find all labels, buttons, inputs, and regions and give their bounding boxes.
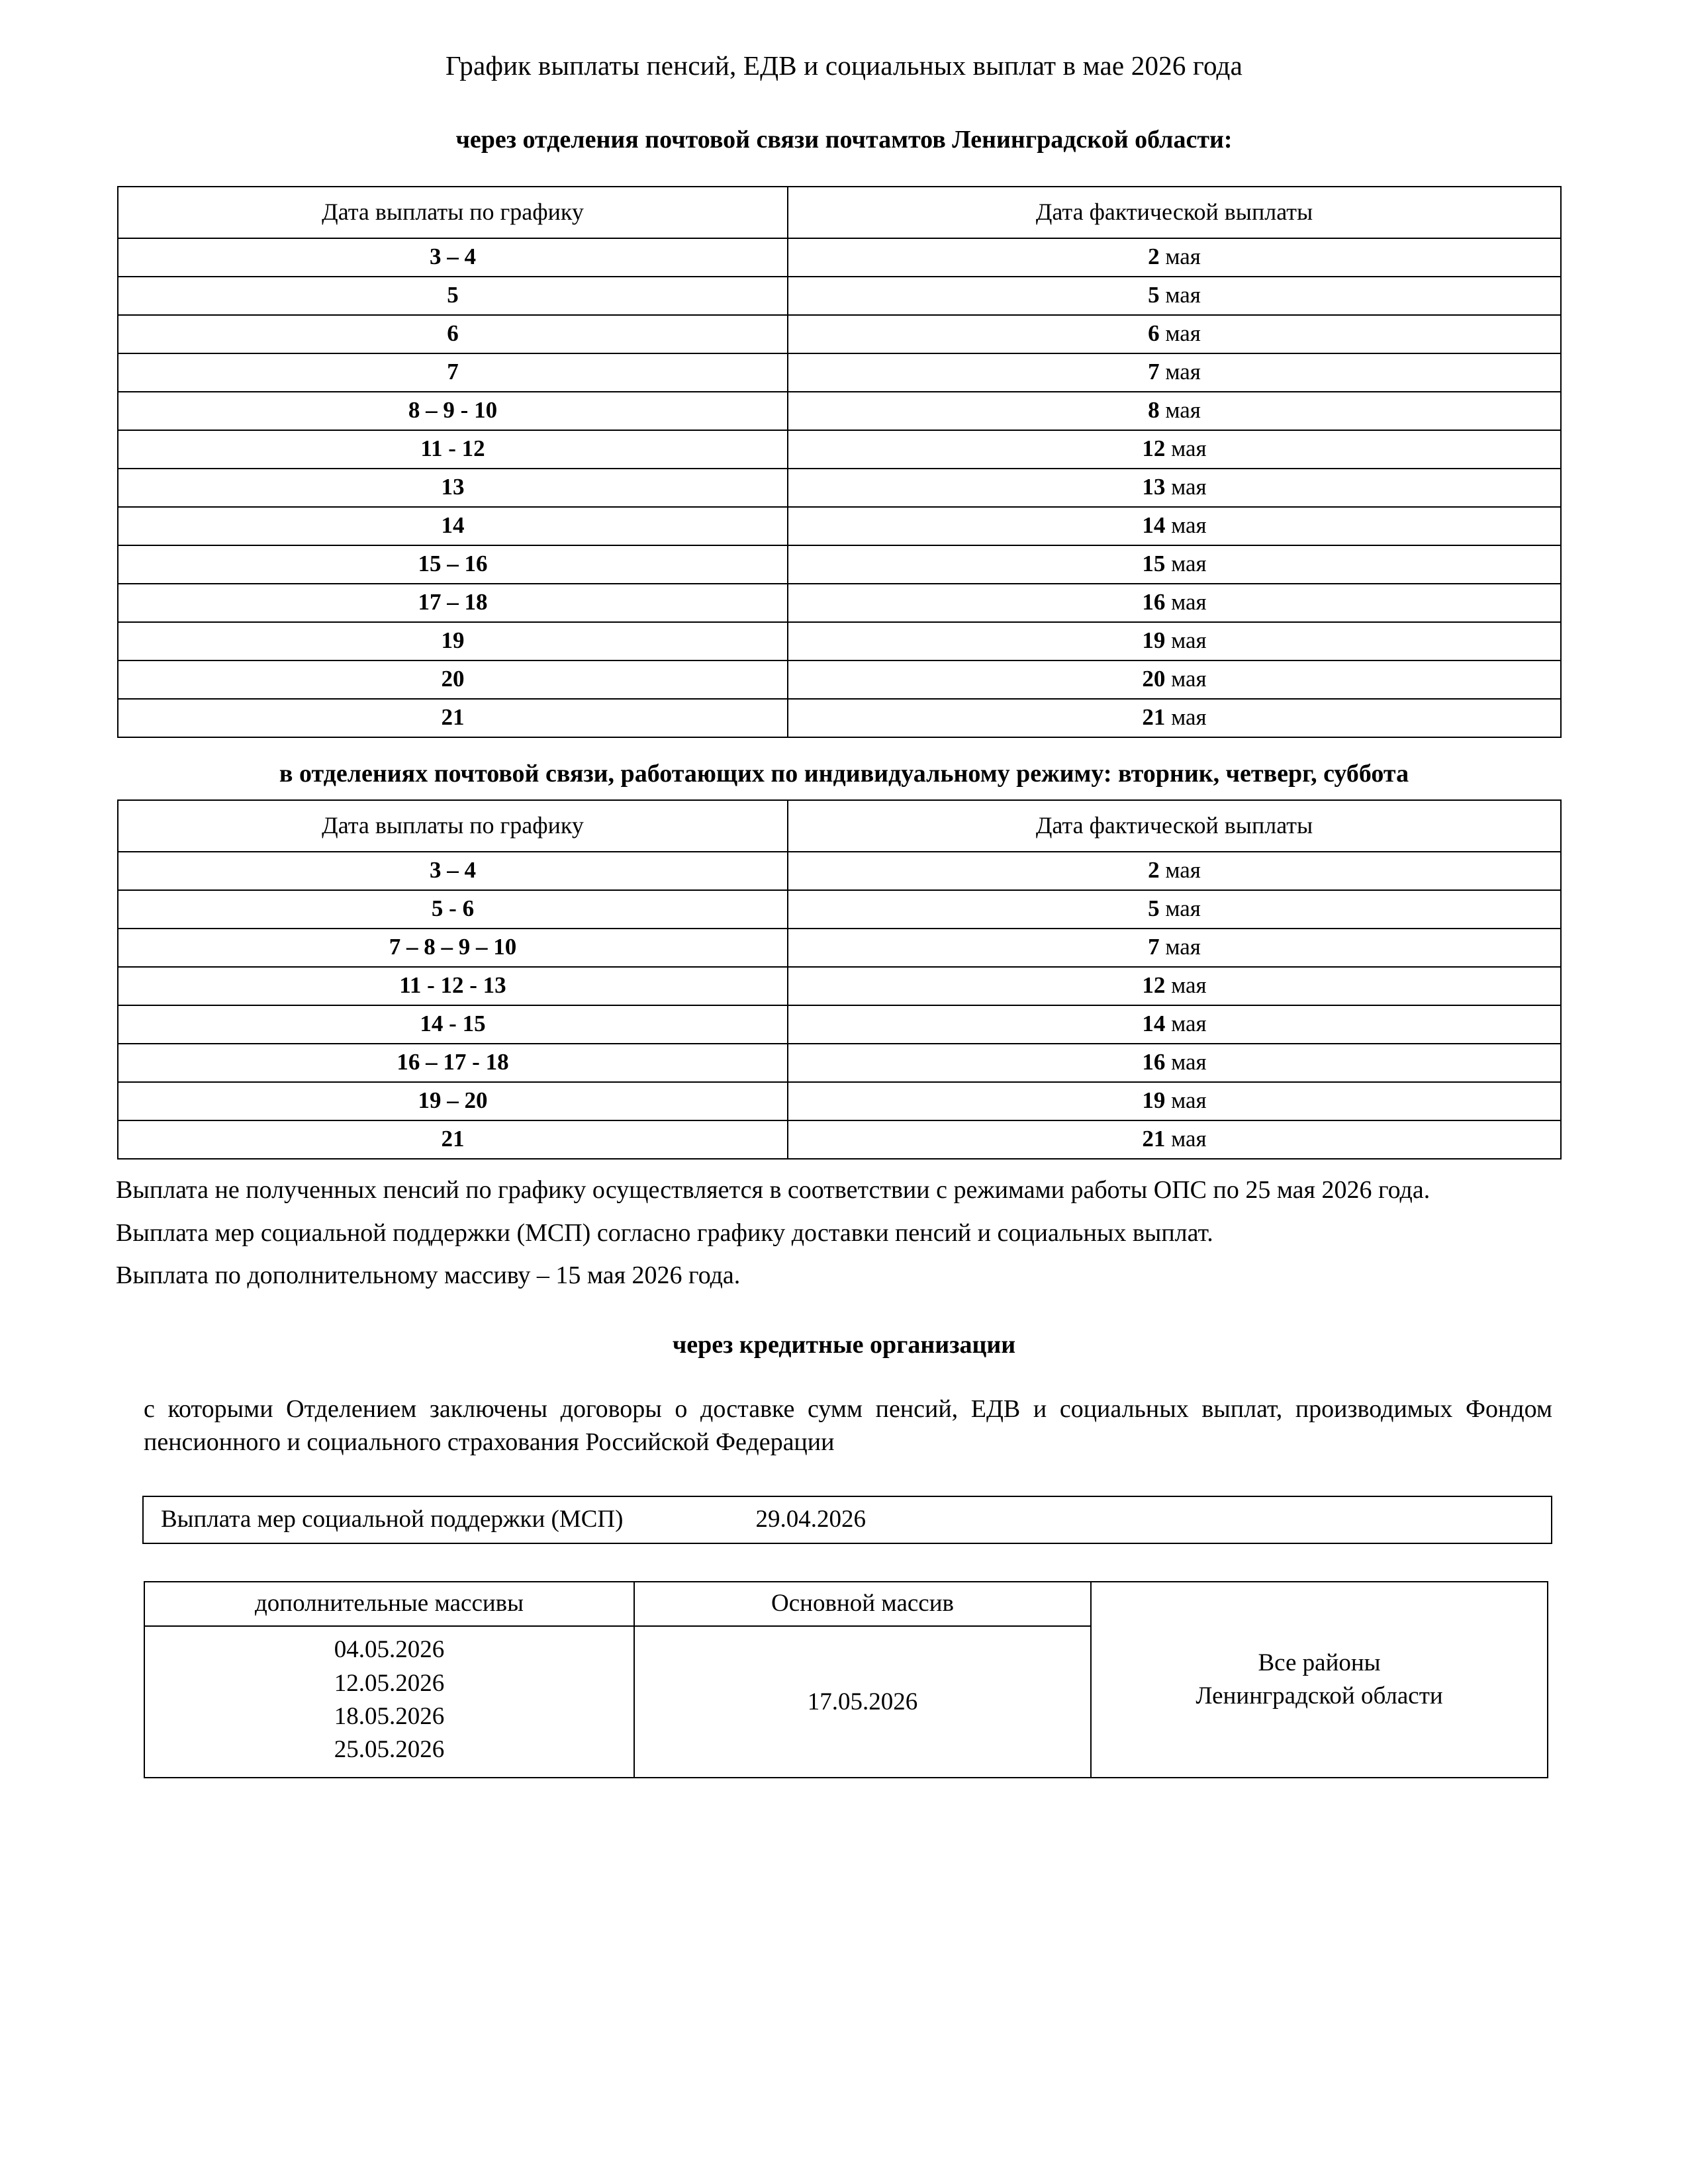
- additional-dates-cell: [144, 1626, 634, 1778]
- table-header-row: [144, 1582, 1548, 1626]
- actual-month: мая: [1165, 972, 1207, 999]
- schedule-date-cell: 6: [118, 315, 788, 353]
- actual-day: 21: [1142, 704, 1166, 730]
- table-row: [118, 507, 1561, 545]
- schedule-date-cell: 15 – 16: [118, 545, 788, 584]
- actual-date-cell: [788, 315, 1561, 353]
- actual-date-cell: [788, 890, 1561, 929]
- actual-day: 6: [1148, 320, 1160, 346]
- region-line: Ленинградской области: [1196, 1682, 1443, 1710]
- actual-month: мая: [1165, 1087, 1207, 1114]
- actual-month: мая: [1159, 895, 1201, 922]
- schedule-date-cell: 8 – 9 - 10: [118, 392, 788, 430]
- actual-day: 14: [1142, 512, 1166, 538]
- actual-date-cell: [788, 852, 1561, 890]
- table-row: [118, 430, 1561, 469]
- actual-month: мая: [1165, 665, 1207, 692]
- actual-date-cell: [788, 929, 1561, 967]
- schedule-date-cell: 13: [118, 469, 788, 507]
- region-cell: [1091, 1582, 1548, 1778]
- actual-day: 16: [1142, 588, 1166, 615]
- table-row: [118, 967, 1561, 1005]
- schedule-date-cell: 5 - 6: [118, 890, 788, 929]
- actual-date-cell: [788, 967, 1561, 1005]
- actual-day: 19: [1142, 627, 1166, 653]
- schedule-date-cell: 7 – 8 – 9 – 10: [118, 929, 788, 967]
- table-row: [118, 1082, 1561, 1120]
- table-row: [118, 238, 1561, 277]
- actual-date-cell: [788, 622, 1561, 660]
- actual-month: мая: [1165, 550, 1207, 576]
- actual-day: 2: [1148, 243, 1160, 269]
- actual-day: 5: [1148, 895, 1160, 922]
- schedule-date-cell: 20: [118, 660, 788, 699]
- actual-date-cell: [788, 392, 1561, 430]
- actual-day: 7: [1148, 934, 1160, 960]
- column-header-main-massive: Основной массив: [634, 1582, 1091, 1626]
- actual-month: мая: [1159, 281, 1201, 308]
- additional-date: 18.05.2026: [334, 1702, 445, 1730]
- note-additional-massive: Выплата по дополнительному массиву – 15 мая 2026 года.: [116, 1261, 741, 1290]
- table-row: [118, 353, 1561, 392]
- actual-date-cell: [788, 1005, 1561, 1044]
- actual-month: мая: [1165, 512, 1207, 538]
- actual-day: 12: [1142, 435, 1166, 461]
- msp-date: 29.04.2026: [755, 1506, 866, 1533]
- table-row: [118, 699, 1561, 737]
- actual-day: 19: [1142, 1087, 1166, 1114]
- actual-day: 13: [1142, 473, 1166, 500]
- actual-month: мая: [1165, 435, 1207, 461]
- actual-month: мая: [1165, 473, 1207, 500]
- actual-date-cell: [788, 1044, 1561, 1082]
- note-unpaid-pensions: Выплата не полученных пенсий по графику осуществляется в соответствии с режимами работы ОПС по 25 мая 2026 года.: [116, 1176, 1430, 1205]
- actual-date-cell: [788, 1120, 1561, 1159]
- actual-month: мая: [1159, 396, 1201, 423]
- table-row: [118, 1005, 1561, 1044]
- main-date-cell: 17.05.2026: [634, 1626, 1091, 1778]
- actual-month: мая: [1165, 588, 1207, 615]
- actual-day: 20: [1142, 665, 1166, 692]
- actual-month: мая: [1165, 1126, 1207, 1152]
- actual-date-cell: [788, 469, 1561, 507]
- schedule-date-cell: 3 – 4: [118, 238, 788, 277]
- table-row: [118, 469, 1561, 507]
- actual-date-cell: [788, 545, 1561, 584]
- schedule-date-cell: 3 – 4: [118, 852, 788, 890]
- section-heading-credit-organizations: через кредитные организации: [672, 1330, 1016, 1359]
- actual-day: 15: [1142, 550, 1166, 576]
- column-header-actual-date: Дата фактической выплаты: [788, 187, 1561, 238]
- table-row: [118, 852, 1561, 890]
- massives-table: [144, 1581, 1548, 1778]
- actual-date-cell: [788, 1082, 1561, 1120]
- actual-day: 21: [1142, 1126, 1166, 1152]
- msp-payment-table: [142, 1496, 1552, 1544]
- additional-date: 25.05.2026: [334, 1736, 445, 1764]
- actual-date-cell: [788, 277, 1561, 315]
- actual-day: 5: [1148, 281, 1160, 308]
- table-row: [118, 392, 1561, 430]
- column-header-schedule-date: Дата выплаты по графику: [118, 800, 788, 852]
- schedule-date-cell: 14: [118, 507, 788, 545]
- additional-date: 12.05.2026: [334, 1669, 445, 1697]
- schedule-date-cell: 7: [118, 353, 788, 392]
- actual-month: мая: [1165, 1011, 1207, 1037]
- additional-date: 04.05.2026: [334, 1636, 445, 1664]
- schedule-table-individual-mode: [117, 799, 1562, 1160]
- schedule-date-cell: 16 – 17 - 18: [118, 1044, 788, 1082]
- column-header-additional-massives: дополнительные массивы: [144, 1582, 634, 1626]
- schedule-date-cell: 11 - 12 - 13: [118, 967, 788, 1005]
- actual-month: мая: [1165, 627, 1207, 653]
- actual-day: 7: [1148, 358, 1160, 385]
- schedule-date-cell: 19: [118, 622, 788, 660]
- note-msp-delivery: Выплата мер социальной поддержки (МСП) согласно графику доставки пенсий и социальных выплат.: [116, 1218, 1213, 1247]
- schedule-date-cell: 19 – 20: [118, 1082, 788, 1120]
- column-header-actual-date: Дата фактической выплаты: [788, 800, 1561, 852]
- schedule-date-cell: 17 – 18: [118, 584, 788, 622]
- section-heading-post-offices: через отделения почтовой связи почтамтов Ленинградской области:: [455, 126, 1233, 154]
- schedule-table-post-offices: [117, 186, 1562, 738]
- table-row: [118, 660, 1561, 699]
- actual-month: мая: [1159, 934, 1201, 960]
- actual-date-cell: [788, 507, 1561, 545]
- actual-date-cell: [788, 353, 1561, 392]
- table-row: [118, 929, 1561, 967]
- actual-month: мая: [1159, 358, 1201, 385]
- actual-day: 16: [1142, 1049, 1166, 1075]
- table-header-row: [118, 800, 1561, 852]
- schedule-date-cell: 11 - 12: [118, 430, 788, 469]
- table-row: [118, 277, 1561, 315]
- table-row: [118, 315, 1561, 353]
- actual-day: 12: [1142, 972, 1166, 999]
- table-header-row: [118, 187, 1561, 238]
- msp-cell: [143, 1496, 1552, 1543]
- column-header-schedule-date: Дата выплаты по графику: [118, 187, 788, 238]
- schedule-date-cell: 5: [118, 277, 788, 315]
- table-row: [118, 545, 1561, 584]
- msp-label: Выплата мер социальной поддержки (МСП): [161, 1506, 624, 1533]
- page-title: График выплаты пенсий, ЕДВ и социальных выплат в мае 2026 года: [445, 50, 1243, 81]
- actual-month: мая: [1159, 243, 1201, 269]
- paragraph-credit-organizations: с которыми Отделением заключены договоры о доставке сумм пенсий, ЕДВ и социальных выплат, производимых Фондом пенсионного и социального страхования Российской Федерации: [144, 1394, 1552, 1457]
- actual-day: 8: [1148, 396, 1160, 423]
- actual-date-cell: [788, 430, 1561, 469]
- actual-day: 14: [1142, 1011, 1166, 1037]
- schedule-date-cell: 14 - 15: [118, 1005, 788, 1044]
- section-heading-individual-mode: в отделениях почтовой связи, работающих по индивидуальному режиму: вторник, четверг, суббота: [279, 759, 1409, 788]
- actual-date-cell: [788, 584, 1561, 622]
- actual-date-cell: [788, 699, 1561, 737]
- actual-month: мая: [1165, 1049, 1207, 1075]
- actual-day: 2: [1148, 857, 1160, 884]
- table-row: [118, 584, 1561, 622]
- table-row: [118, 1120, 1561, 1159]
- actual-month: мая: [1159, 857, 1201, 884]
- actual-month: мая: [1165, 704, 1207, 730]
- region-line: Все районы: [1258, 1649, 1381, 1677]
- actual-date-cell: [788, 660, 1561, 699]
- table-row: [118, 622, 1561, 660]
- table-row: [118, 890, 1561, 929]
- table-row: [118, 1044, 1561, 1082]
- schedule-date-cell: 21: [118, 1120, 788, 1159]
- schedule-date-cell: 21: [118, 699, 788, 737]
- actual-date-cell: [788, 238, 1561, 277]
- actual-month: мая: [1159, 320, 1201, 346]
- table-row: [143, 1496, 1552, 1543]
